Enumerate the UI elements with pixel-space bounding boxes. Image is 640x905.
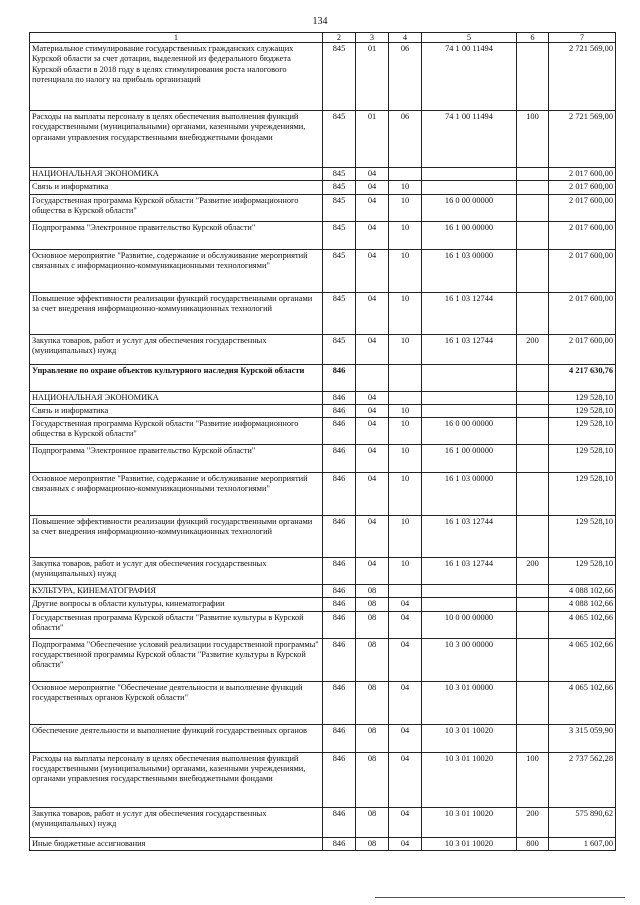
cell-sum: 2 017 600,00 [549,334,616,364]
cell-rz: 08 [356,752,389,807]
cell-name: КУЛЬТУРА, КИНЕМАТОГРАФИЯ [30,585,323,598]
cell-csr: 16 1 03 12744 [422,334,517,364]
table-body [30,43,616,851]
budget-table [29,32,616,851]
cell-rz: 04 [356,194,389,221]
cell-name: Закупка товаров, работ и услуг для обеспечения государственных (муниципальных) нужд [30,334,323,364]
cell-vr: 100 [517,752,549,807]
cell-rz: 04 [356,181,389,194]
cell-rz: 01 [356,43,389,111]
cell-rz: 08 [356,611,389,638]
cell-sum: 129 528,10 [549,391,616,404]
cell-csr [422,391,517,404]
cell-grbs: 846 [323,364,356,391]
col-header-sum: 7 [549,33,616,43]
cell-grbs: 846 [323,752,356,807]
cell-vr: 200 [517,334,549,364]
cell-rz: 01 [356,111,389,168]
cell-sum: 2 017 600,00 [549,221,616,249]
cell-vr [517,391,549,404]
cell-pr: 10 [389,292,422,334]
cell-sum: 575 890,62 [549,807,616,837]
cell-vr [517,404,549,417]
cell-name: Подпрограмма "Электронное правительство Курской области" [30,221,323,249]
cell-grbs: 846 [323,807,356,837]
cell-sum: 2 017 600,00 [549,168,616,181]
table-row [30,111,616,168]
cell-sum: 4 088 102,66 [549,585,616,598]
cell-rz: 08 [356,837,389,850]
cell-grbs: 846 [323,681,356,724]
table-row [30,473,616,516]
cell-csr [422,585,517,598]
cell-grbs: 846 [323,724,356,752]
table-row [30,249,616,292]
cell-pr [389,168,422,181]
table-row [30,391,616,404]
cell-name: Связь и информатика [30,181,323,194]
table-row [30,752,616,807]
cell-sum: 2 721 569,00 [549,111,616,168]
cell-pr: 04 [389,724,422,752]
cell-grbs: 846 [323,638,356,681]
table-row [30,681,616,724]
table-row [30,418,616,445]
cell-sum: 2 737 562,28 [549,752,616,807]
cell-name: Подпрограмма "Обеспечение условий реализации государственной программы" государственной программы Курской области "Развитие культуры в Курской области" [30,638,323,681]
cell-pr: 04 [389,681,422,724]
cell-csr: 10 3 01 10020 [422,807,517,837]
cell-vr [517,681,549,724]
col-header-csr: 5 [422,33,517,43]
cell-name: Государственная программа Курской области "Развитие информационного общества в Курской области" [30,194,323,221]
cell-sum: 4 065 102,66 [549,638,616,681]
cell-csr: 10 3 01 10020 [422,724,517,752]
cell-grbs: 845 [323,194,356,221]
cell-rz: 04 [356,404,389,417]
cell-grbs: 846 [323,837,356,850]
cell-vr: 800 [517,837,549,850]
table-row [30,585,616,598]
cell-vr [517,585,549,598]
cell-pr: 04 [389,752,422,807]
col-header-name: 1 [30,33,323,43]
cell-rz: 08 [356,598,389,611]
cell-csr: 10 3 01 10020 [422,752,517,807]
cell-name: Подпрограмма "Электронное правительство Курской области" [30,445,323,473]
cell-grbs: 846 [323,516,356,558]
cell-csr: 16 0 00 00000 [422,194,517,221]
cell-rz: 04 [356,292,389,334]
cell-pr [389,391,422,404]
cell-grbs: 845 [323,43,356,111]
cell-pr: 10 [389,516,422,558]
cell-sum: 129 528,10 [549,473,616,516]
table-row [30,724,616,752]
cell-name: Связь и информатика [30,404,323,417]
cell-sum: 1 607,00 [549,837,616,850]
cell-pr: 10 [389,334,422,364]
table-row [30,221,616,249]
cell-vr [517,292,549,334]
cell-sum: 4 065 102,66 [549,681,616,724]
table-row [30,334,616,364]
cell-csr: 16 0 00 00000 [422,418,517,445]
cell-vr [517,194,549,221]
table-row [30,638,616,681]
cell-rz: 08 [356,638,389,681]
cell-sum: 129 528,10 [549,558,616,585]
table-row [30,558,616,585]
cell-grbs: 845 [323,221,356,249]
cell-pr [389,364,422,391]
cell-csr: 16 1 03 12744 [422,516,517,558]
cell-pr: 10 [389,404,422,417]
cell-csr: 16 1 03 12744 [422,292,517,334]
cell-csr [422,181,517,194]
cell-pr: 10 [389,194,422,221]
cell-pr: 06 [389,43,422,111]
table-row [30,292,616,334]
cell-grbs: 846 [323,611,356,638]
cell-vr [517,611,549,638]
cell-rz: 08 [356,681,389,724]
cell-sum: 2 017 600,00 [549,194,616,221]
cell-grbs: 845 [323,168,356,181]
table-row [30,194,616,221]
cell-name: Государственная программа Курской области "Развитие информационного общества в Курской области" [30,418,323,445]
cell-name: Расходы на выплаты персоналу в целях обеспечения выполнения функций государственными (муниципальными) органами, казенными учреждениями, органами управления государственными внебюджетными фондами [30,111,323,168]
cell-rz: 04 [356,249,389,292]
bottom-rule [375,897,625,898]
cell-pr: 10 [389,181,422,194]
cell-vr [517,168,549,181]
cell-grbs: 846 [323,418,356,445]
cell-pr: 10 [389,558,422,585]
cell-grbs: 846 [323,585,356,598]
cell-grbs: 845 [323,249,356,292]
cell-pr: 04 [389,837,422,850]
cell-name: НАЦИОНАЛЬНАЯ ЭКОНОМИКА [30,168,323,181]
table-row [30,516,616,558]
cell-name: Основное мероприятие "Развитие, содержание и обслуживание мероприятий связанных с информационно-коммуникационными технологиями" [30,473,323,516]
cell-name: Закупка товаров, работ и услуг для обеспечения государственных (муниципальных) нужд [30,558,323,585]
cell-sum: 129 528,10 [549,418,616,445]
cell-grbs: 846 [323,558,356,585]
cell-name: Государственная программа Курской области "Развитие культуры в Курской области" [30,611,323,638]
cell-pr: 10 [389,473,422,516]
cell-grbs: 846 [323,391,356,404]
cell-csr: 10 0 00 00000 [422,611,517,638]
cell-pr: 04 [389,807,422,837]
cell-name: Расходы на выплаты персоналу в целях обеспечения выполнения функций государственными (муниципальными) органами, казенными учреждениями, органами управления государственными внебюджетными фондами [30,752,323,807]
cell-rz: 04 [356,221,389,249]
cell-vr [517,418,549,445]
cell-rz: 04 [356,391,389,404]
cell-pr: 04 [389,598,422,611]
cell-vr: 200 [517,807,549,837]
cell-csr: 16 1 03 00000 [422,249,517,292]
table-row [30,404,616,417]
cell-csr [422,598,517,611]
header-row [30,33,616,43]
cell-sum: 3 315 059,90 [549,724,616,752]
table-row [30,181,616,194]
cell-rz: 04 [356,558,389,585]
cell-vr [517,516,549,558]
cell-sum: 4 088 102,66 [549,598,616,611]
cell-vr: 100 [517,111,549,168]
cell-csr: 10 3 00 00000 [422,638,517,681]
table-row [30,611,616,638]
cell-rz [356,364,389,391]
cell-vr [517,473,549,516]
cell-rz: 04 [356,334,389,364]
cell-rz: 04 [356,516,389,558]
cell-name: Повышение эффективности реализации функций государственными органами за счет внедрения информационно-коммуникационных технологий [30,292,323,334]
cell-sum: 4 065 102,66 [549,611,616,638]
cell-rz: 04 [356,445,389,473]
cell-name: Основное мероприятие "Развитие, содержание и обслуживание мероприятий связанных с информационно-коммуникационными технологиями" [30,249,323,292]
col-header-pr: 4 [389,33,422,43]
cell-name: Другие вопросы в области культуры, кинематографии [30,598,323,611]
cell-vr [517,221,549,249]
cell-csr [422,404,517,417]
cell-pr: 10 [389,221,422,249]
cell-grbs: 846 [323,473,356,516]
cell-vr [517,249,549,292]
cell-csr: 10 3 01 00000 [422,681,517,724]
cell-vr [517,445,549,473]
cell-csr: 74 1 00 11494 [422,43,517,111]
cell-pr: 06 [389,111,422,168]
cell-pr: 10 [389,249,422,292]
page-number: 134 [312,16,328,27]
cell-sum: 2 017 600,00 [549,292,616,334]
cell-grbs: 845 [323,334,356,364]
cell-pr: 04 [389,638,422,681]
cell-csr [422,168,517,181]
cell-grbs: 846 [323,445,356,473]
cell-grbs: 845 [323,292,356,334]
cell-csr: 16 1 00 00000 [422,445,517,473]
cell-sum: 2 721 569,00 [549,43,616,111]
cell-rz: 08 [356,585,389,598]
cell-sum: 129 528,10 [549,404,616,417]
cell-grbs: 845 [323,111,356,168]
cell-sum: 129 528,10 [549,445,616,473]
cell-pr: 10 [389,418,422,445]
cell-pr: 10 [389,445,422,473]
table-row [30,43,616,111]
cell-name: НАЦИОНАЛЬНАЯ ЭКОНОМИКА [30,391,323,404]
table-row [30,364,616,391]
cell-name: Основное мероприятие "Обеспечение деятельности и выполнение функций государственных органов Курской области" [30,681,323,724]
col-header-grbs: 2 [323,33,356,43]
cell-sum: 2 017 600,00 [549,249,616,292]
cell-vr [517,598,549,611]
cell-vr [517,638,549,681]
cell-csr: 16 1 03 12744 [422,558,517,585]
col-header-rz: 3 [356,33,389,43]
cell-vr: 200 [517,558,549,585]
cell-name: Обеспечение деятельности и выполнение функций государственных органов [30,724,323,752]
table-row [30,445,616,473]
cell-grbs: 846 [323,598,356,611]
cell-name: Материальное стимулирование государственных гражданских служащих Курской области за счет дотации, выделенной из федерального бюджета Курской области в 2018 году в целях стимулирования роста налогового потенциала по налогу на прибыль организаций [30,43,323,111]
cell-pr [389,585,422,598]
cell-rz: 04 [356,418,389,445]
cell-csr: 10 3 01 10020 [422,837,517,850]
cell-name: Повышение эффективности реализации функций государственными органами за счет внедрения информационно-коммуникационных технологий [30,516,323,558]
cell-vr [517,43,549,111]
cell-sum: 129 528,10 [549,516,616,558]
cell-vr [517,364,549,391]
cell-csr [422,364,517,391]
cell-rz: 04 [356,168,389,181]
table-row [30,837,616,850]
cell-grbs: 845 [323,181,356,194]
cell-rz: 04 [356,473,389,516]
cell-name: Иные бюджетные ассигнования [30,837,323,850]
col-header-vr: 6 [517,33,549,43]
cell-rz: 08 [356,807,389,837]
cell-name: Закупка товаров, работ и услуг для обеспечения государственных (муниципальных) нужд [30,807,323,837]
cell-pr: 04 [389,611,422,638]
cell-grbs: 846 [323,404,356,417]
table-row [30,598,616,611]
cell-sum: 2 017 600,00 [549,181,616,194]
cell-rz: 08 [356,724,389,752]
cell-csr: 74 1 00 11494 [422,111,517,168]
cell-sum: 4 217 630,76 [549,364,616,391]
table-row [30,807,616,837]
cell-vr [517,181,549,194]
cell-name: Управление по охране объектов культурного наследия Курской области [30,364,323,391]
cell-vr [517,724,549,752]
cell-csr: 16 1 00 00000 [422,221,517,249]
cell-csr: 16 1 03 00000 [422,473,517,516]
table-row [30,168,616,181]
